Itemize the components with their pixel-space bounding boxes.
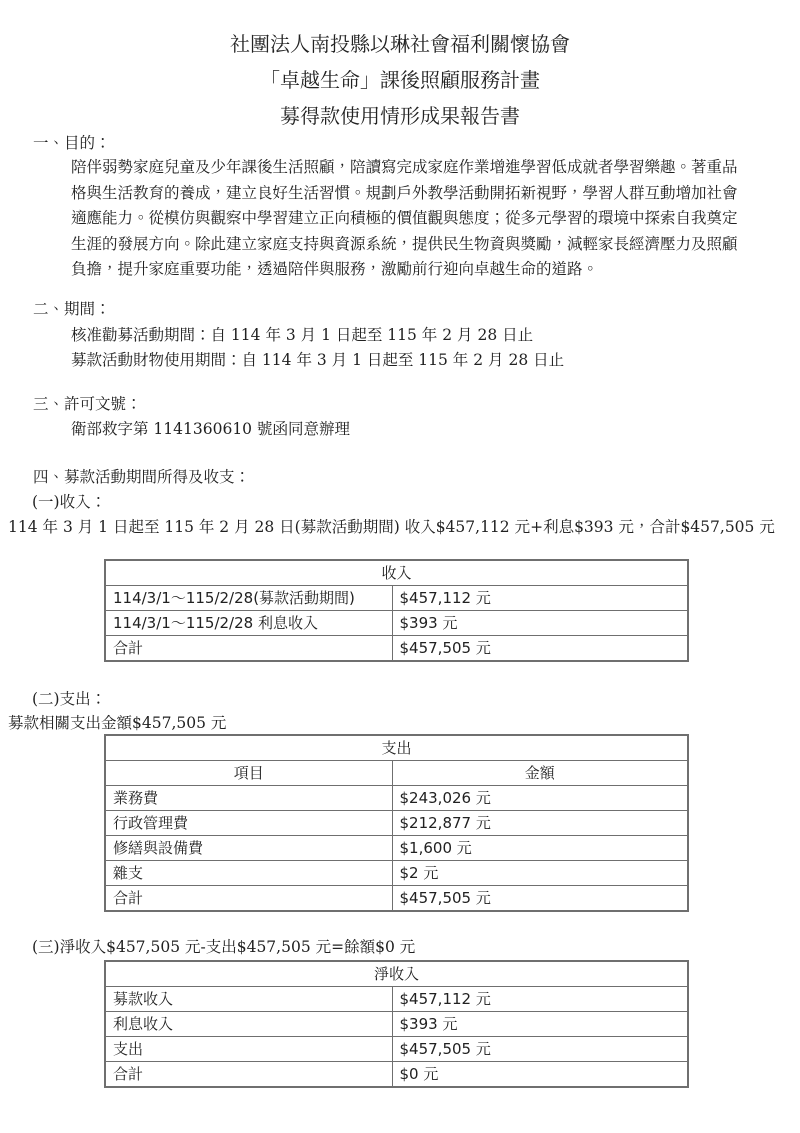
purpose-line: 適應能力。從模仿與觀察中學習建立正向積極的價值觀與態度；從多元學習的環境中探索自我奠定 (71, 209, 738, 228)
amount-cell: $243,026 元 (392, 786, 688, 811)
item-cell: 114/3/1～115/2/28 利息收入 (105, 611, 392, 636)
item-cell: 合計 (105, 886, 392, 912)
purpose-line: 陪伴弱勢家庭兒童及少年課後生活照顧，陪讀寫完成家庭作業增進學習低成就者學習樂趣。著重品 (71, 158, 738, 176)
table-row (105, 611, 688, 636)
expense-summary: 募款相關支出金額$457,505 元 (8, 714, 227, 732)
page-title-report: 募得款使用情形成果報告書 (280, 104, 520, 128)
net-summary: (三)淨收入$457,505 元-支出$457,505 元=餘額$0 元 (32, 938, 416, 956)
expense-table-title: 支出 (105, 735, 688, 761)
item-cell: 募款收入 (105, 987, 392, 1012)
expense-col-amount-header: 金額 (392, 761, 688, 786)
item-cell: 雜支 (105, 861, 392, 886)
table-row (105, 987, 688, 1012)
section-purpose-heading: 一、目的： (33, 134, 111, 152)
item-cell: 業務費 (105, 786, 392, 811)
expense-column-header-row (105, 761, 688, 786)
permit-number-line: 衛部救字第 1141360610 號函同意辦理 (71, 420, 350, 438)
amount-cell: $457,505 元 (392, 1037, 688, 1062)
amount-cell: $393 元 (392, 611, 688, 636)
expense-label: (二)支出： (32, 690, 107, 708)
section-period-heading: 二、期間： (33, 300, 111, 318)
income-table-header-row (105, 560, 688, 586)
net-table-title: 淨收入 (105, 961, 688, 987)
amount-cell: $1,600 元 (392, 836, 688, 861)
expense-table (104, 734, 689, 912)
item-cell: 利息收入 (105, 1012, 392, 1037)
item-cell: 修繕與設備費 (105, 836, 392, 861)
amount-cell: $457,505 元 (392, 636, 688, 662)
purpose-line: 格與生活教育的養成，建立良好生活習慣。規劃戶外教學活動開拓新視野，學習人群互動增加社會 (71, 183, 738, 202)
table-row (105, 1037, 688, 1062)
table-row (105, 886, 688, 912)
income-table-title: 收入 (105, 560, 688, 586)
amount-cell: $2 元 (392, 861, 688, 886)
amount-cell: $457,112 元 (392, 987, 688, 1012)
income-table (104, 559, 689, 662)
item-cell: 支出 (105, 1037, 392, 1062)
table-row (105, 811, 688, 836)
amount-cell: $457,112 元 (392, 586, 688, 611)
section-finance-heading: 四、募款活動期間所得及收支： (33, 468, 251, 486)
section-permit-heading: 三、許可文號： (33, 395, 142, 413)
purpose-line: 生涯的發展方向。除此建立家庭支持與資源系統，提供民生物資與獎勵，減輕家長經濟壓力及照顧 (71, 234, 738, 253)
period-usage-line: 募款活動財物使用期間：自 114 年 3 月 1 日起至 115 年 2 月 28 日止 (71, 351, 565, 369)
net-table-header-row (105, 961, 688, 987)
expense-table-header-row (105, 735, 688, 761)
table-row (105, 586, 688, 611)
amount-cell: $393 元 (392, 1012, 688, 1037)
expense-col-item-header: 項目 (105, 761, 392, 786)
page-title-program: 「卓越生命」課後照顧服務計畫 (260, 68, 540, 92)
net-table (104, 960, 689, 1088)
item-cell: 114/3/1～115/2/28(募款活動期間) (105, 586, 392, 611)
income-summary: 114 年 3 月 1 日起至 115 年 2 月 28 日(募款活動期間) 收入$457,112 元+利息$393 元，合計$457,505 元 (8, 518, 775, 536)
table-row (105, 861, 688, 886)
amount-cell: $0 元 (392, 1062, 688, 1088)
table-row (105, 786, 688, 811)
item-cell: 合計 (105, 636, 392, 662)
table-row (105, 836, 688, 861)
period-approved-line: 核准勸募活動期間：自 114 年 3 月 1 日起至 115 年 2 月 28 日止 (71, 326, 534, 344)
purpose-paragraph (71, 155, 738, 283)
item-cell: 合計 (105, 1062, 392, 1088)
purpose-line: 負擔，提升家庭重要功能，透過陪伴與服務，激勵前行迎向卓越生命的道路。 (71, 260, 599, 279)
amount-cell: $212,877 元 (392, 811, 688, 836)
item-cell: 行政管理費 (105, 811, 392, 836)
table-row (105, 1012, 688, 1037)
page-title-org: 社團法人南投縣以琳社會福利關懷協會 (230, 32, 570, 56)
income-label: (一)收入： (32, 493, 107, 511)
amount-cell: $457,505 元 (392, 886, 688, 912)
table-row (105, 636, 688, 662)
table-row (105, 1062, 688, 1088)
